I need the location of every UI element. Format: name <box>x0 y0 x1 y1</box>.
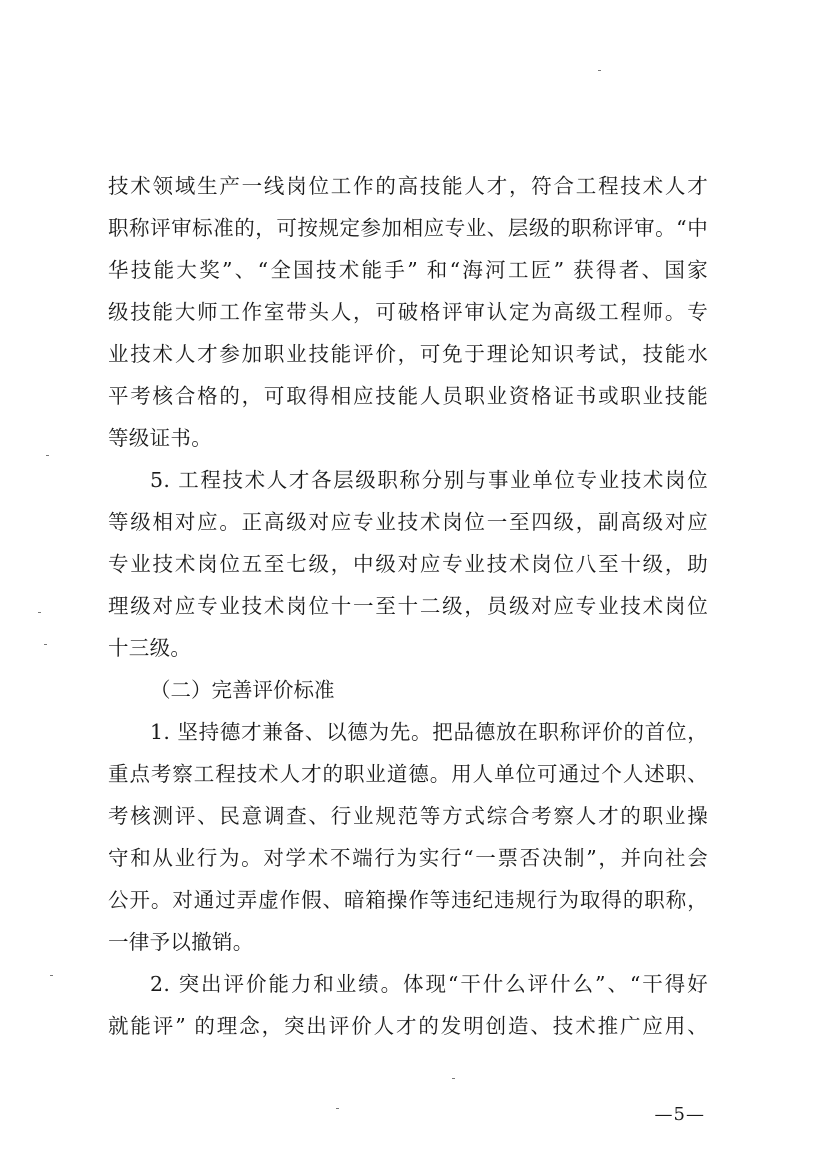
scan-speck <box>46 455 49 456</box>
paragraph-line: 平考核合格的，可取得相应技能人员职业资格证书或职业技能 <box>108 384 708 408</box>
paragraph-line: 等级相对应。正高级对应专业技术岗位一至四级，副高级对应 <box>108 510 708 534</box>
paragraph-line: 重点考察工程技术人才的职业道德。用人单位可通过个人述职、 <box>108 762 708 786</box>
scan-speck <box>44 644 47 645</box>
paragraph-line: 2. 突出评价能力和业绩。体现“干什么评什么”、“干得好 <box>150 972 708 996</box>
paragraph-line: 业技术人才参加职业技能评价，可免于理论知识考试，技能水 <box>108 342 708 366</box>
paragraph-line: 职称评审标准的，可按规定参加相应专业、层级的职称评审。“中 <box>108 216 708 240</box>
scan-speck <box>38 612 41 613</box>
section-heading: （二）完善评价标准 <box>150 678 335 702</box>
paragraph-line: 5. 工程技术人才各层级职称分别与事业单位专业技术岗位 <box>150 468 708 492</box>
paragraph-line: 技术领域生产一线岗位工作的高技能人才，符合工程技术人才 <box>108 174 708 198</box>
paragraph-line: 专业技术岗位五至七级，中级对应专业技术岗位八至十级，助 <box>108 552 708 576</box>
paragraph-line: 一律予以撤销。 <box>108 930 254 954</box>
paragraph-line: 十三级。 <box>108 636 192 660</box>
paragraph-line: 华技能大奖”、“全国技术能手” 和“海河工匠” 获得者、国家 <box>108 258 708 282</box>
scan-speck <box>452 1078 455 1079</box>
paragraph-line: 等级证书。 <box>108 426 212 450</box>
scan-speck <box>50 975 53 976</box>
paragraph-line: 守和从业行为。对学术不端行为实行“一票否决制”，并向社会 <box>108 846 708 870</box>
page-number: —5— <box>654 1104 705 1125</box>
paragraph-line: 公开。对通过弄虚作假、暗箱操作等违纪违规行为取得的职称， <box>108 888 708 912</box>
paragraph-line: 1. 坚持德才兼备、以德为先。把品德放在职称评价的首位， <box>150 720 708 744</box>
paragraph-line: 考核测评、民意调查、行业规范等方式综合考察人才的职业操 <box>108 804 708 828</box>
scan-speck <box>336 1108 339 1109</box>
paragraph-line: 就能评” 的理念，突出评价人才的发明创造、技术推广应用、 <box>108 1014 708 1038</box>
paragraph-line: 理级对应专业技术岗位十一至十二级，员级对应专业技术岗位 <box>108 594 708 618</box>
paragraph-line: 级技能大师工作室带头人，可破格评审认定为高级工程师。专 <box>108 300 708 324</box>
scan-speck <box>598 70 601 71</box>
